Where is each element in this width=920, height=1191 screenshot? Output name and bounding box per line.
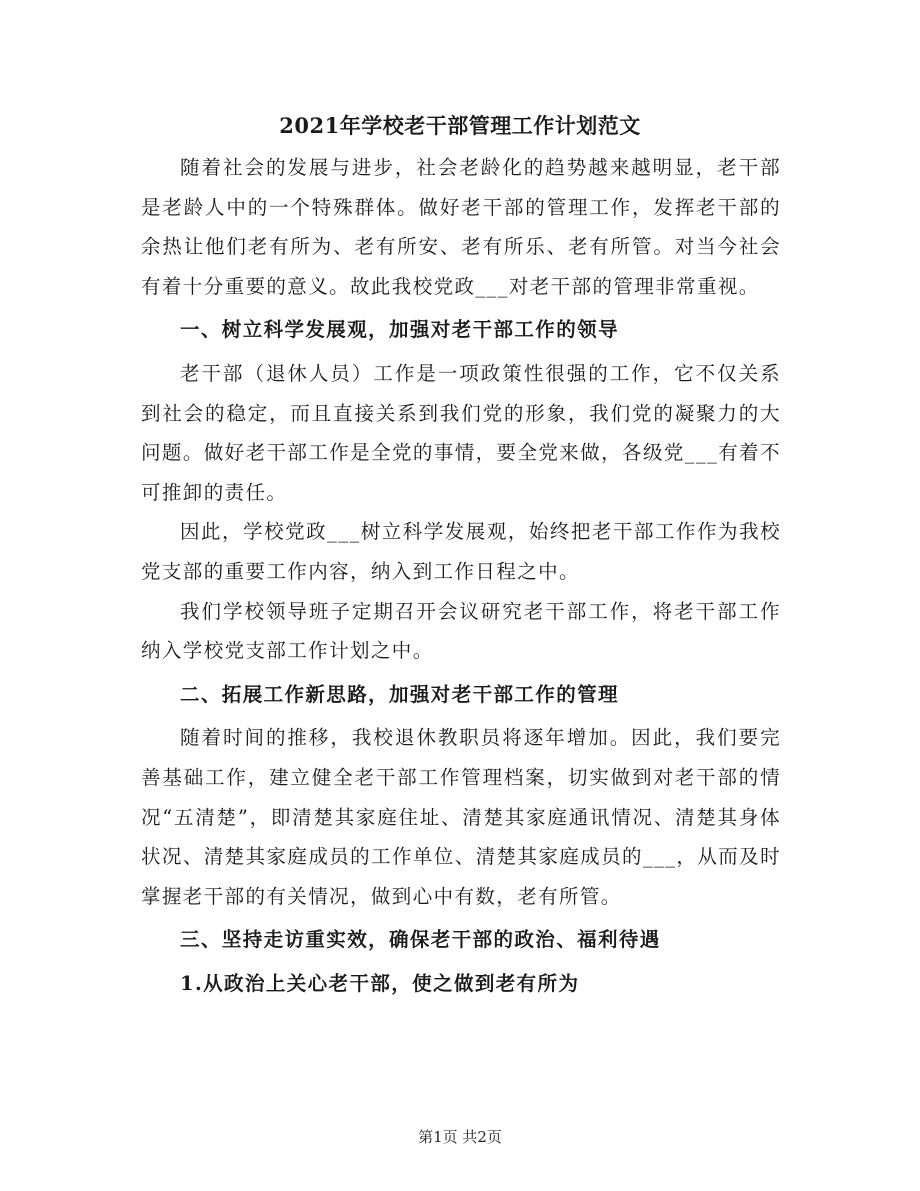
document-title: 2021年学校老干部管理工作计划范文 [279,113,641,138]
section-heading-3: 三、坚持走访重实效，确保老干部的政治、福利待遇 [180,928,661,952]
paragraph-section1-c: 我们学校领导班子定期召开会议研究老干部工作，将老干部工作纳入学校党支部工作计划之中。 [141,599,781,663]
section-heading-1: 一、树立科学发展观，加强对老干部工作的领导 [180,318,619,342]
paragraph-section1-b: 因此，学校党政___树立科学发展观，始终把老干部工作作为我校党支部的重要工作内容，纳入到工作日程之中。 [141,520,781,583]
section-heading-2: 二、拓展工作新思路，加强对老干部工作的管理 [180,682,619,706]
document-body [141,148,781,1007]
subsection-heading-3-1: 1.从政治上关心老干部，使之做到老有所为 [180,971,580,995]
paragraph-section1-a: 老干部（退休人员）工作是一项政策性很强的工作，它不仅关系到社会的稳定，而且直接关系到我们党的形象，我们党的凝聚力的大问题。做好老干部工作是全党的事情，要全党来做，各级党___有着不可推卸的责任。 [141,361,781,504]
paragraph-intro: 随着社会的发展与进步，社会老龄化的趋势越来越明显，老干部是老龄人中的一个特殊群体。做好老干部的管理工作，发挥老干部的余热让他们老有所为、老有所安、老有所乐、老有所管。对当今社会有着十分重要的意义。故此我校党政___对老干部的管理非常重视。 [141,156,781,298]
paragraph-section2-a: 随着时间的推移，我校退休教职员将逐年增加。因此，我们要完善基础工作，建立健全老干部工作管理档案，切实做到对老干部的情况“五清楚”，即清楚其家庭住址、清楚其家庭通讯情况、清楚其身体状况、清楚其家庭成员的工作单位、清楚其家庭成员的___，从而及时掌握老干部的有关情况，做到心中有数，老有所管。 [141,726,781,908]
page-footer: 第1页 共2页 [418,1128,502,1146]
